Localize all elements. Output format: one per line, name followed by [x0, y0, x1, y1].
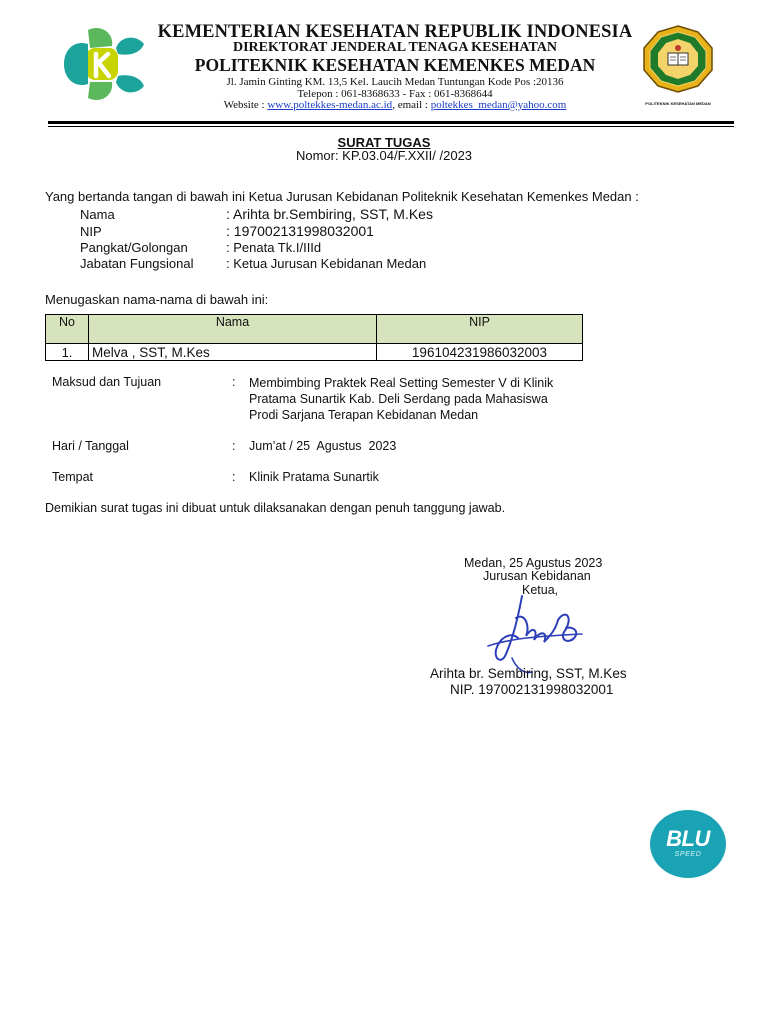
website-label: Website : — [223, 99, 265, 111]
sign-role: Ketua, — [522, 583, 559, 597]
header-rule-thick — [48, 121, 734, 124]
header-contact — [150, 99, 640, 111]
header-phone: Telepon : 061-8368633 - Fax : 061-8368644 — [297, 88, 493, 100]
signer-nip-label: NIP — [80, 224, 102, 239]
tempat-value: Klinik Pratama Sunartik — [249, 470, 379, 484]
hari-colon: : — [232, 439, 236, 453]
maksud-line-1: Membimbing Praktek Real Setting Semester V di Klinik — [249, 376, 554, 390]
sign-nip: NIP. 197002131998032001 — [450, 682, 614, 697]
header-rule-thin — [48, 126, 734, 127]
email-label: , email : — [392, 99, 428, 111]
maksud-colon: : — [232, 375, 236, 389]
letter-number: Nomor: KP.03.04/F.XXII/ /2023 — [295, 148, 473, 163]
hari-value: Jum’at / 25 Agustus 2023 — [249, 439, 397, 453]
signer-name-label: Nama — [80, 207, 115, 222]
website-link[interactable]: www.poltekkes-medan.ac.id — [267, 99, 393, 111]
header-address: Jl. Jamin Ginting KM. 13,5 Kel. Laucih Medan Tuntungan Kode Pos :20136 — [226, 76, 564, 88]
sign-unit: Jurusan Kebidanan — [483, 569, 591, 583]
email-link[interactable]: poltekkes_medan@yahoo.com — [430, 99, 567, 111]
signer-position-value: : Ketua Jurusan Kebidanan Medan — [226, 256, 427, 271]
cell-nip: 196104231986032003 — [377, 344, 583, 361]
table-header-row — [46, 315, 583, 344]
letter-title: SURAT TUGAS — [337, 135, 431, 150]
signer-name-value: : Arihta br.Sembiring, SST, M.Kes — [226, 206, 433, 222]
signer-rank-value: : Penata Tk.I/IIId — [226, 240, 322, 255]
col-header-nip: NIP — [377, 315, 583, 344]
blu-speed-badge — [650, 810, 726, 878]
sign-name: Arihta br. Sembiring, SST, M.Kes — [430, 666, 627, 681]
kemenkes-logo-icon — [60, 26, 152, 106]
maksud-line-2: Pratama Sunartik Kab. Deli Serdang pada Mahasiswa — [249, 392, 548, 406]
intro-text: Yang bertanda tangan di bawah ini Ketua Jurusan Kebidanan Politeknik Kesehatan Kemenkes Medan : — [45, 189, 639, 204]
cell-nama: Melva , SST, M.Kes — [89, 344, 377, 361]
closing-text: Demikian surat tugas ini dibuat untuk dilaksanakan dengan penuh tanggung jawab. — [45, 501, 506, 515]
table-row — [46, 344, 583, 361]
col-header-nama: Nama — [89, 315, 377, 344]
header-ministry: KEMENTERIAN KESEHATAN REPUBLIK INDONESIA — [157, 22, 633, 42]
header-directorate: DIREKTORAT JENDERAL TENAGA KESEHATAN — [232, 40, 558, 55]
col-header-no: No — [46, 315, 89, 344]
maksud-value — [249, 375, 599, 423]
maksud-line-3: Prodi Sarjana Terapan Kebidanan Medan — [249, 408, 479, 422]
signer-rank-label: Pangkat/Golongan — [80, 240, 188, 255]
blu-brand: BLU — [666, 826, 710, 851]
tempat-colon: : — [232, 470, 236, 484]
signer-position-label: Jabatan Fungsional — [80, 256, 194, 271]
signer-nip-value: : 197002131998032001 — [226, 223, 374, 239]
assign-intro: Menugaskan nama-nama di bawah ini: — [45, 292, 269, 307]
poltekkes-seal — [640, 24, 716, 108]
tempat-label: Tempat — [52, 470, 93, 484]
blu-sub: SPEED — [674, 851, 702, 858]
hari-label: Hari / Tanggal — [52, 439, 129, 453]
header-institution: POLITEKNIK KESEHATAN KEMENKES MEDAN — [194, 55, 596, 75]
maksud-label: Maksud dan Tujuan — [52, 375, 162, 389]
assignee-table — [45, 314, 583, 361]
seal-emblem-icon — [640, 24, 716, 94]
cell-no: 1. — [46, 344, 89, 361]
sign-place-date: Medan, 25 Agustus 2023 — [464, 556, 603, 570]
seal-caption: POLITEKNIK KESEHATAN MEDAN — [645, 101, 711, 106]
